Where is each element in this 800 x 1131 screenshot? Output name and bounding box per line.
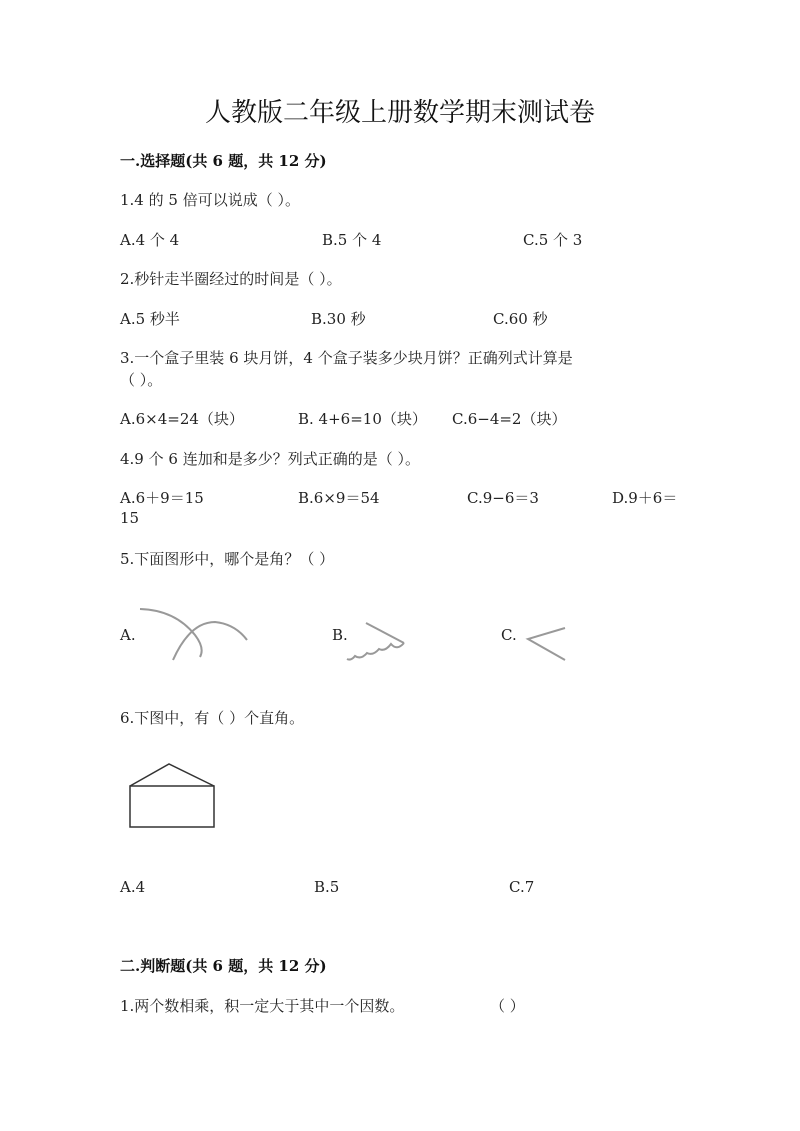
figure-6-house-shape (127, 762, 217, 830)
question-3: 3.一个盒子里装 6 块月饼，4 个盒子装多少块月饼？正确列式计算是 (120, 349, 573, 367)
figure-5c-angle (525, 626, 570, 664)
option-5b: B. (332, 626, 348, 644)
tf-question-1-blank: （ ） (490, 997, 525, 1015)
option-4c: C.9−6＝3 (467, 489, 539, 507)
section-heading-true-false: 二.判断题(共 6 题，共 12 分) (120, 957, 327, 975)
option-1a: A.4 个 4 (120, 231, 180, 249)
tf-question-1: 1.两个数相乘，积一定大于其中一个因数。 (120, 997, 405, 1015)
section-heading-choice: 一.选择题(共 6 题，共 12 分) (120, 152, 327, 170)
question-3-blank: （ ）。 (120, 371, 163, 389)
option-3b: B. 4+6=10（块） (298, 410, 427, 428)
option-3c: C.6−4=2（块） (452, 410, 567, 428)
option-4d-cont: 15 (120, 509, 140, 527)
question-6: 6.下图中，有（ ）个直角。 (120, 709, 305, 727)
page-title: 人教版二年级上册数学期末测试卷 (204, 98, 595, 128)
question-4: 4.9 个 6 连加和是多少？列式正确的是（ ）。 (120, 450, 420, 468)
option-6c: C.7 (509, 878, 535, 896)
option-4a: A.6＋9＝15 (120, 489, 204, 507)
option-2a: A.5 秒半 (120, 310, 180, 328)
option-4b: B.6×9＝54 (298, 489, 380, 507)
option-2c: C.60 秒 (493, 310, 548, 328)
option-4d: D.9＋6＝ (612, 489, 678, 507)
figure-5b-wavy-lines (345, 618, 410, 663)
option-2b: B.30 秒 (311, 310, 366, 328)
option-1b: B.5 个 4 (322, 231, 382, 249)
option-5c: C. (501, 626, 517, 644)
option-3a: A.6×4=24（块） (120, 410, 244, 428)
option-1c: C.5 个 3 (523, 231, 583, 249)
option-5a: A. (120, 626, 136, 644)
option-6a: A.4 (120, 878, 146, 896)
figure-5a-crossing-curves (135, 600, 255, 665)
option-6b: B.5 (314, 878, 340, 896)
question-1: 1.4 的 5 倍可以说成（ ）。 (120, 191, 300, 209)
question-2: 2.秒针走半圈经过的时间是（ ）。 (120, 270, 342, 288)
question-5: 5.下面图形中，哪个是角？（ ） (120, 550, 335, 568)
